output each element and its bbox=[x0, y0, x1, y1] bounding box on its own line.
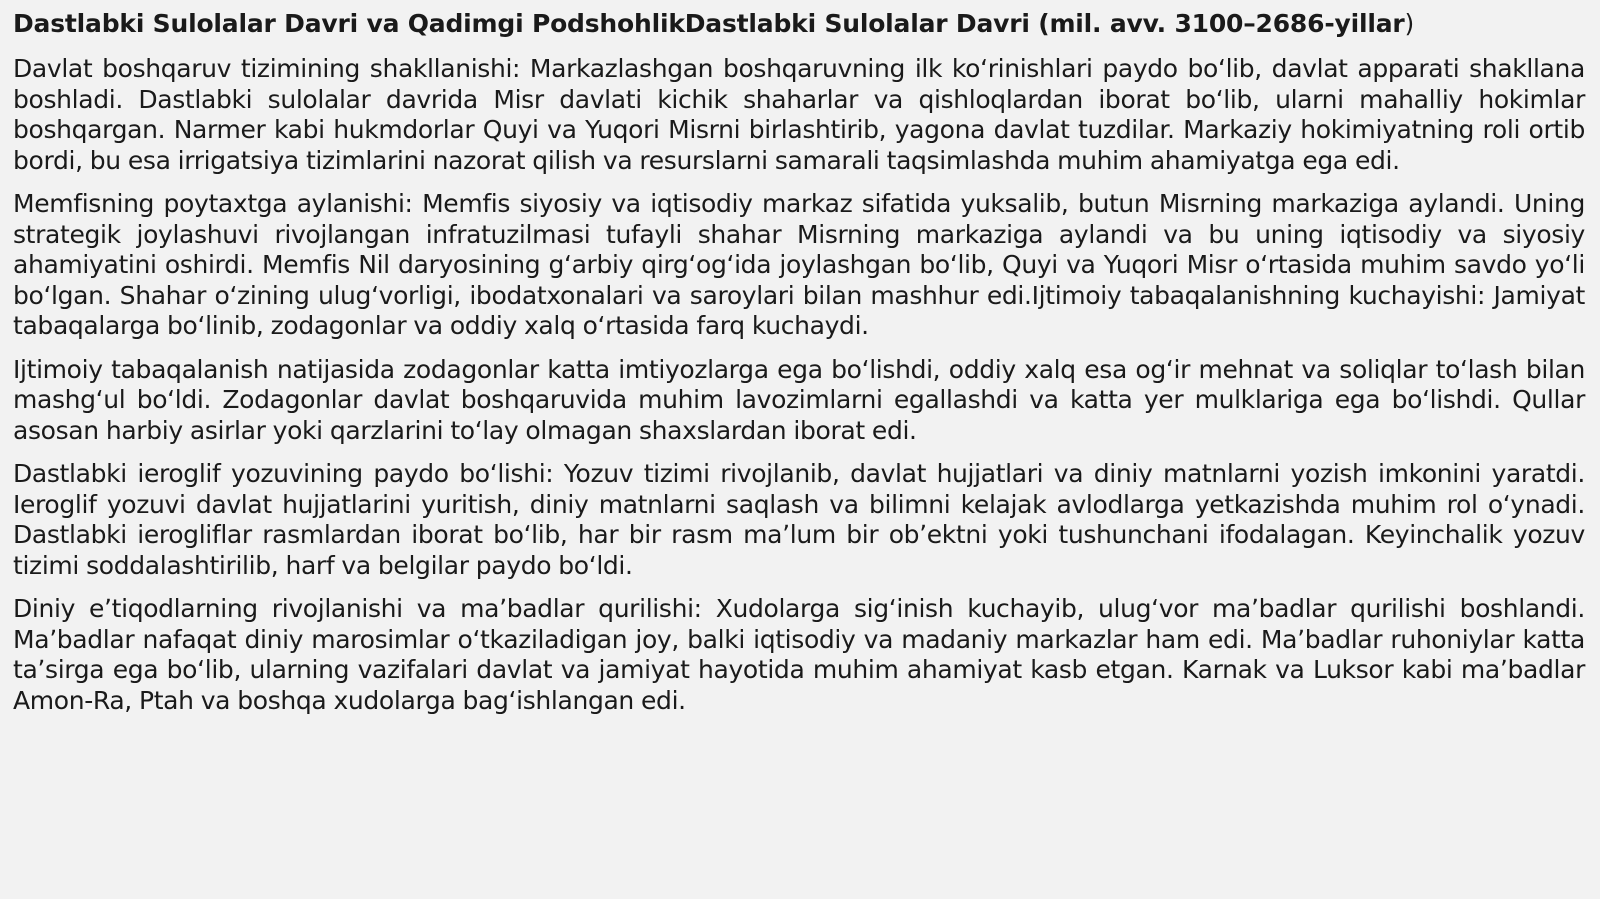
document-title-text: Dastlabki Sulolalar Davri va Qadimgi PodshohlikDastlabki Sulolalar Davri (mil. avv. 3100–2686-yillar bbox=[13, 9, 1405, 38]
paragraph-memfis: Memfisning poytaxtga aylanishi: Memfis siyosiy va iqtisodiy markaz sifatida yuksalib, butun Misrning markaziga aylandi. Uning strategik joylashuvi rivojlangan infratuzilmasi tufayli shahar Misrning markaziga aylandi va bu uning iqtisodiy va siyosiy ahamiyatini oshirdi. Memfis Nil daryosining gʻarbiy qirgʻogʻida joylashgan boʻlib, Quyi va Yuqori Misr oʻrtasida muhim savdo yoʻli boʻlgan. Shahar oʻzining ulugʻvorligi, ibodatxonalari va saroylari bilan mashhur edi.Ijtimoiy tabaqalanishning kuchayishi: Jamiyat tabaqalarga boʻlinib, zodagonlar va oddiy xalq oʻrtasida farq kuchaydi. bbox=[13, 189, 1585, 340]
paragraph-davlat-boshqaruv: Davlat boshqaruv tizimining shakllanishi: Markazlashgan boshqaruvning ilk koʻrinishlari paydo boʻlib, davlat apparati shakllana boshladi. Dastlabki sulolalar davrida Misr davlati kichik shaharlar va qishloqlardan iborat boʻlib, ularni mahalliy hokimlar boshqargan. Narmer kabi hukmdorlar Quyi va Yuqori Misrni birlashtirib, yagona davlat tuzdilar. Markaziy hokimiyatning roli ortib bordi, bu esa irrigatsiya tizimlarini nazorat qilish va resurslarni samarali taqsimlashda muhim ahamiyatga ega edi. bbox=[13, 54, 1585, 175]
document-title-close-paren: ) bbox=[1404, 9, 1415, 38]
paragraph-ieroglif-yozuvi: Dastlabki ieroglif yozuvining paydo boʻlishi: Yozuv tizimi rivojlanib, davlat hujjatlari va diniy matnlarni yozish imkonini yaratdi. Ieroglif yozuvi davlat hujjatlarini yuritish, diniy matnlarni saqlash va bilimni kelajak avlodlarga yetkazishda muhim rol oʻynadi. Dastlabki ierogliflar rasmlardan iborat boʻlib, har bir rasm maʼlum bir obʼektni yoki tushunchani ifodalagan. Keyinchalik yozuv tizimi soddalashtirilib, harf va belgilar paydo boʻldi. bbox=[13, 459, 1585, 580]
paragraph-ijtimoiy-tabaqalanish: Ijtimoiy tabaqalanish natijasida zodagonlar katta imtiyozlarga ega boʻlishdi, oddiy xalq esa ogʻir mehnat va soliqlar toʻlash bilan mashgʻul boʻldi. Zodagonlar davlat boshqaruvida muhim lavozimlarni egallashdi va katta yer mulklariga ega boʻlishdi. Qullar asosan harbiy asirlar yoki qarzlarini toʻlay olmagan shaxslardan iborat edi. bbox=[13, 354, 1585, 445]
paragraph-diniy-etiqodlar: Diniy eʼtiqodlarning rivojlanishi va maʼbadlar qurilishi: Xudolarga sigʻinish kuchayib, ulugʻvor maʼbadlar qurilishi boshlandi. Maʼbadlar nafaqat diniy marosimlar oʻtkaziladigan joy, balki iqtisodiy va madaniy markazlar ham edi. Maʼbadlar ruhoniylar katta taʼsirga ega boʻlib, ularning vazifalari davlat va jamiyat hayotida muhim ahamiyat kasb etgan. Karnak va Luksor kabi maʼbadlar Amon-Ra, Ptah va boshqa xudolarga bagʻishlangan edi. bbox=[13, 594, 1585, 715]
document-title bbox=[13, 6, 1585, 42]
